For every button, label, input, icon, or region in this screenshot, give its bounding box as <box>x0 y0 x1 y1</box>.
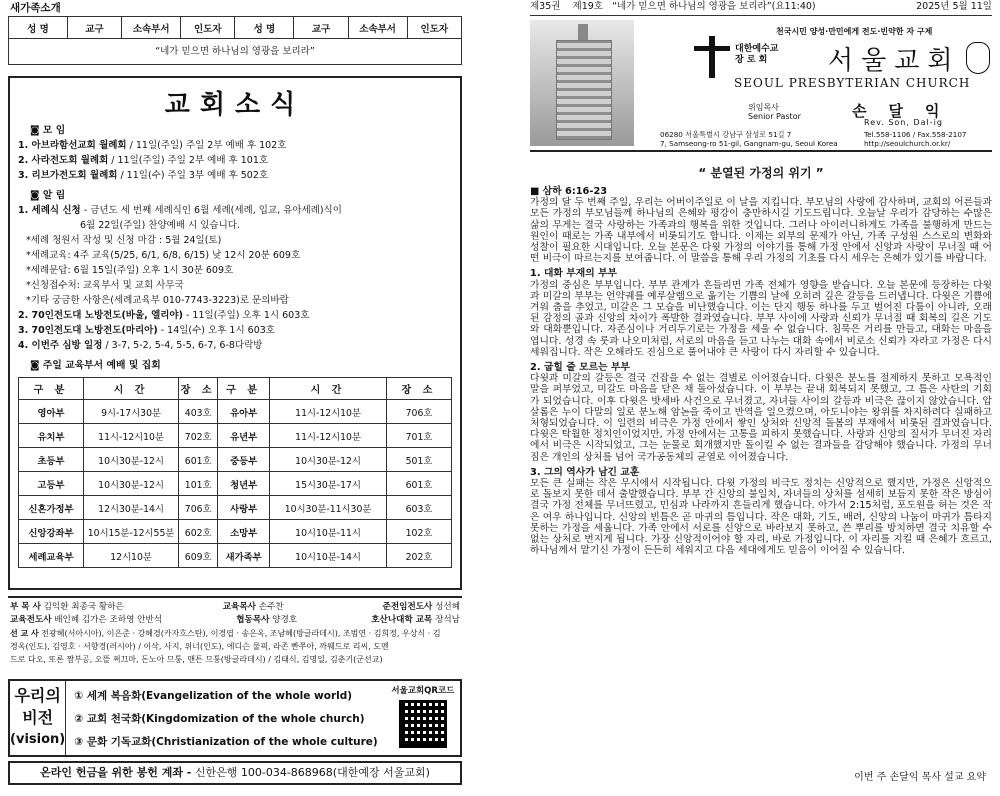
table-cell: 603호 <box>387 496 452 520</box>
church-seal-icon <box>966 42 990 74</box>
table-cell: 601호 <box>387 472 452 496</box>
vision-item: ③ 문화 기독교화(Christianization of the whole culture) <box>74 736 378 748</box>
issue-volume: 제35권 <box>530 1 561 12</box>
family-motto: “네가 믿으면 하나님의 영광을 보리라” <box>8 39 462 65</box>
table-row <box>19 448 452 472</box>
list-item: 3. 리브가전도회 월례회 / 11일(수) 주일 3부 예배 후 502호 <box>18 170 269 181</box>
missionaries-line: 경옥(인도), 김영호 · 서향경(러시아) / 이삭, 사지, 위너(인도), 에디슨 물픽, 라존 빤쭈아, 까웨드로 리씨, 도멘 <box>10 642 389 651</box>
table-row <box>19 472 452 496</box>
table-cell: 유치부 <box>19 424 84 448</box>
new-family-heading: 새가족소개 <box>10 2 61 14</box>
table-cell: 202호 <box>387 544 452 568</box>
denomination: 대한예수교 장 로 회 <box>735 44 779 65</box>
table-cell: 12시30분-14시 <box>83 496 178 520</box>
issue-bar <box>530 0 992 16</box>
meetings-heading: ◙ 모 임 <box>30 125 66 136</box>
table-cell: 영아부 <box>19 400 84 424</box>
table-cell: 15시30분-17시 <box>270 472 387 496</box>
issue-number: 제19호 <box>572 1 603 12</box>
table-cell: 11시-12시10분 <box>270 400 387 424</box>
missionaries-line: 드로 다오, 또론 짬부공, 오뜰 쩌끄마, 돈노아 므퉁, 맨튼 므퉁(방글라데시) / 김태식, 김명일, 김춘기(군선교) <box>10 655 383 664</box>
table-cell: 유아부 <box>218 400 270 424</box>
table-header: 장 소 <box>179 378 218 400</box>
church-slogan: 천국시민 양성·만민에게 전도·빈약한 자 구제 <box>776 27 933 36</box>
list-item: *신청접수처: 교육부서 및 교회 사무국 <box>26 280 184 291</box>
table-cell: 청년부 <box>218 472 270 496</box>
table-row <box>19 400 452 424</box>
family-header: 성 명 <box>9 17 68 39</box>
table-cell: 초등부 <box>19 448 84 472</box>
qr-label: 서울교회QR코드 <box>391 686 455 696</box>
table-cell: 10시10분-11시 <box>270 520 387 544</box>
education-schedule-table <box>18 377 452 568</box>
table-cell: 10시10분-14시 <box>270 544 387 568</box>
vision-box <box>8 679 462 757</box>
table-cell: 고등부 <box>19 472 84 496</box>
issue-verse: “네가 믿으면 하나님의 영광을 보리라”(요11:40) <box>612 1 816 12</box>
table-cell: 501호 <box>387 448 452 472</box>
family-header: 교구 <box>67 17 121 39</box>
sermon-body <box>530 186 992 557</box>
list-item: *세례문답: 6월 15일(주일) 오후 1시 30분 609호 <box>26 265 234 276</box>
education-heading: ◙ 주일 교육부서 예배 및 집회 <box>30 360 161 371</box>
sermon-section-heading: 2. 굽힐 줄 모르는 부부 <box>530 362 630 374</box>
notice-heading: ◙ 알 림 <box>30 190 66 201</box>
table-row <box>19 424 452 448</box>
family-header: 소속부서 <box>348 17 407 39</box>
table-cell: 706호 <box>179 496 218 520</box>
vision-item: ② 교회 천국화(Kingdomization of the whole church) <box>74 713 365 725</box>
table-cell: 유년부 <box>218 424 270 448</box>
table-cell: 403호 <box>179 400 218 424</box>
list-item: 3. 70인전도대 노방전도(마리아) - 14일(수) 오후 1시 603호 <box>18 325 275 336</box>
table-cell: 10시30분-12시 <box>83 472 178 496</box>
table-header: 구 분 <box>218 378 270 400</box>
list-item: *기타 궁금한 사항은(세례교육부 010-7743-3223)로 문의바람 <box>26 295 289 306</box>
table-header: 장 소 <box>387 378 452 400</box>
table-cell: 10시30분-11시30분 <box>270 496 387 520</box>
church-name: 서울교회 <box>828 46 961 76</box>
table-cell: 101호 <box>179 472 218 496</box>
sermon-section-heading: 3. 그의 역사가 남긴 교훈 <box>530 466 640 478</box>
qr-block <box>386 681 460 755</box>
church-contact: Tel.558-1106 / Fax.558-2107 http://seoulchurch.or.kr/ <box>864 130 967 148</box>
list-item: 1. 세례식 신청 - 금년도 세 번째 세례식인 6월 세례(세례, 입교, 유아세례)식이 <box>18 205 342 216</box>
table-cell: 10시30분-12시 <box>270 448 387 472</box>
table-cell: 601호 <box>179 448 218 472</box>
sermon-paragraph: 가정의 중심은 부부입니다. 부부 관계가 흔들리면 가족 전체가 영향을 받습니다. 오늘 본문에 등장하는 다윗과 미갈의 부부는 언약궤를 예루살렘으로 옮기는 기쁨의 날에 오히려 깊은 갈등을 드러냅니다. 다윗은 기쁨에 겨워 춤을 추었고, 미갈은 그 모습을 비난했습니다. 이는 단지 행동 하나를 두고 벌어진 다툼이 아니라, 오래된 감정의 골과 신앙의 차이가 폭발한 결과였습니다. 부부 사이에 사랑과 신뢰가 무너질 때 회복의 길은 기도와 대화뿐입니다. 자존심이나 거리두기로는 가정을 세울 수 없습니다. 침묵은 거리를 만들고, 대화는 마음을 엽니다. 성경 속 룻과 나오미처럼, 서로의 마음을 듣고 나누는 대화 속에서 비로소 신뢰가 자라고 가정은 다시 세워집니다. 작은 오해라도 진심으로 풀어내야 큰 사랑이 다시 자리할 수 있습니다. <box>530 279 992 358</box>
sermon-paragraph: 다윗과 미갈의 갈등은 결국 건잡을 수 없는 결별로 이어졌습니다. 다윗은 분노를 절제하지 못하고 모욕적인 말을 퍼부었고, 미갈도 마음을 닫은 채 돌아섰습니다. 이 부부는 끝내 회복되지 못했고, 그 틈은 사탄의 기회가 되었습니다. 이후 다윗은 밧세바 사건으로 무너졌고, 자녀들 사이의 갈등과 비극은 끊이지 않았습니다. 압살롬은 누이 다말의 일로 분노해 암논을 죽이고 반역을 일으켰으며, 아도니야는 왕위를 차지하려다 실패하고 처형되었습니다. 이 일련의 비극은 가정 안에서 쌓인 상처와 신앙적 돌봄의 부재에서 비롯된 결과였습니다. 다윗은 탁월한 정치인이었지만, 가정 안에서는 고통을 피하지 못했습니다. 사랑과 신앙의 질서가 무너진 자리에서 비극은 시작되었고, 그는 눈물로 회개했지만 돌이킬 수 없는 결과들을 감당해야 했습니다. 가정의 무너짐은 개인의 상처를 넘어 국가공동체의 균열로 이어졌습니다. <box>530 373 992 463</box>
vision-item: ① 세계 복음화(Evangelization of the whole world) <box>74 690 353 702</box>
table-cell: 10시15분-12시55분 <box>83 520 178 544</box>
table-cell: 602호 <box>179 520 218 544</box>
table-row <box>19 544 452 568</box>
right-page <box>530 0 992 796</box>
table-cell: 11시-12시10분 <box>83 424 178 448</box>
table-cell: 609호 <box>179 544 218 568</box>
list-item: 1. 아브라함선교회 월례회 / 11일(주일) 주일 2부 예배 후 102호 <box>18 140 287 151</box>
qr-code-icon[interactable] <box>399 700 447 748</box>
staff-row: 교육전도사 배인혜 김가은 조하영 안반석 협동목사 양경호 호산나대학 교목 장석남 <box>10 615 460 625</box>
list-item: 4. 이번주 심방 일정 / 3-7, 5-2, 5-4, 5-5, 6-7, 6-8다락방 <box>18 340 263 351</box>
sermon-signoff: 이번 주 손달익 목사 설교 요약 <box>854 772 986 783</box>
family-header: 성 명 <box>235 17 294 39</box>
family-header: 교구 <box>294 17 348 39</box>
list-item: 2. 사라전도회 월례회 / 11일(주일) 주일 2부 예배 후 101호 <box>18 155 269 166</box>
list-item: *세례 청원서 작성 및 신청 마감 : 5월 24일(토) <box>26 235 222 246</box>
table-cell: 701호 <box>387 424 452 448</box>
table-cell: 702호 <box>179 424 218 448</box>
table-cell: 9시-17시30분 <box>83 400 178 424</box>
table-cell: 신혼가정부 <box>19 496 84 520</box>
pastor-title: 위임목사 <box>748 103 779 112</box>
table-row <box>19 496 452 520</box>
issue-date: 2025년 5월 11일 <box>916 1 992 12</box>
table-cell: 세례교육부 <box>19 544 84 568</box>
table-cell: 11시-12시10분 <box>270 424 387 448</box>
table-cell: 102호 <box>387 520 452 544</box>
church-news-box <box>8 76 462 590</box>
new-family-table <box>8 16 462 39</box>
vision-label: 우리의 비전 (vision) <box>10 681 66 755</box>
table-header: 시 간 <box>270 378 387 400</box>
church-address: 06280 서울특별시 강남구 삼성로 51길 7 7, Samseong-ro 51-gil, Gangnam-gu, Seoul Korea <box>660 130 838 148</box>
sermon-section-heading: 1. 대화 부재의 부부 <box>530 268 618 280</box>
table-cell: 소망부 <box>218 520 270 544</box>
scripture-reference: ■ 삼하 6:16-23 <box>530 186 608 197</box>
church-news-title: 교회소식 <box>164 90 306 120</box>
table-header: 시 간 <box>83 378 178 400</box>
list-item: 2. 70인전도대 노방전도(바울, 엘리야) - 11일(주일) 오후 1시 603호 <box>18 310 310 321</box>
sermon-paragraph: 가정의 달 두 번째 주일, 우리는 어버이주일로 이 날을 지킵니다. 부모님의 사랑에 감사하며, 교회의 어른들과 모든 가정의 부모님들께 하나님의 은혜와 평강이 충만하시길 기도드립니다. 오늘날 우리가 감당하는 수많은 삶의 무게는 결국 사랑하는 가족과의 행복을 위한 것입니다. 그러나 아이러니하게도 가족을 불행하게 만드는 원인이 때로는 가족 내부에서 비롯되기도 합니다. 이제는 외부의 문제가 아닌, 가족 구성원 스스로의 변화와 성찰이 필요한 시대입니다. 오늘 본문은 다윗 가정의 이야기를 통해 가정 안에서 신앙과 사랑이 무너질 때 어떤 비극이 따르는지를 보여줍니다. 이 말씀을 통해 우리 가정의 기초를 다시 세우는 은혜가 있기를 바랍니다. <box>530 197 992 265</box>
table-cell: 706호 <box>387 400 452 424</box>
staff-row: 부 목 사 김익환 최종국 황하은 교육목사 손주찬 준전임전도사 성선혜 <box>10 602 460 612</box>
family-header: 인도자 <box>181 17 235 39</box>
pastor-title-english: Senior Pastor <box>748 112 801 121</box>
table-cell: 중등부 <box>218 448 270 472</box>
list-item: *세례교육: 4주 교육(5/25, 6/1, 6/8, 6/15) 낮 12시 20분 609호 <box>26 250 301 261</box>
sermon-title: “ 분열된 가정의 위기 ” <box>698 166 824 180</box>
table-cell: 12시10분 <box>83 544 178 568</box>
church-masthead <box>530 16 992 152</box>
cross-logo-icon <box>694 36 730 78</box>
table-cell: 신앙강좌부 <box>19 520 84 544</box>
sermon-paragraph: 모든 큰 실패는 작은 무시에서 시작됩니다. 다윗 가정의 비극도 정치는 신앙적으로 했지만, 가정은 신앙적으로 돌보지 못한 데서 출발했습니다. 부부 간 신앙의 불일치, 자녀들의 상처를 섬세히 보듬지 못한 작은 방심이 결국 가정 전체를 무너뜨렸고, 민심과 나라까지 흔들리게 했습니다. 아가서 2:15처럼, 포도원을 허는 것은 작은 여우 하나입니다. 신앙의 빈틈은 곧 마귀의 틈입니다. 작은 대화, 기도, 배려, 신앙의 나눔이 마귀가 틈타지 못하는 가정을 세웁니다. 가족 안에서 서로를 신앙으로 바라보지 못하고, 쓴 뿌리를 방치하면 결국 치유할 수 없는 상처로 번지게 됩니다. 가장 신앙적이어야 할 자리, 바로 가정입니다. 이 자리를 지킬 때 은혜가 흐르고, 하나님께서 맡기신 가정이 든든히 세워지고 다음 세대에게도 믿음이 이어질 수 있습니다. <box>530 478 992 557</box>
missionaries-line: 선 교 사 전광혜(서아시아), 이은준 · 강혜경(카자흐스탄), 이경엽 · 송은옥, 조남혜(방글라데시), 조범연 · 김희정, 우상식 · 김 <box>10 629 441 638</box>
pastor-name-english: Rev. Son, Dal-ig <box>864 118 943 127</box>
church-building-photo <box>530 20 634 146</box>
list-item: 6월 22일(주일) 찬양예배 시 있습니다. <box>80 220 240 231</box>
left-page <box>8 0 462 796</box>
table-row <box>19 520 452 544</box>
table-header: 구 분 <box>19 378 84 400</box>
table-cell: 새가족부 <box>218 544 270 568</box>
staff-list <box>8 596 462 669</box>
offering-account: 온라인 헌금을 위한 봉헌 계좌 - 신한은행 100-034-868968(대한예장 서울교회) <box>8 761 462 785</box>
family-header: 소속부서 <box>122 17 181 39</box>
pastor-name: 손달익 <box>852 102 962 120</box>
table-cell: 사랑부 <box>218 496 270 520</box>
church-name-english: SEOUL PRESBYTERIAN CHURCH <box>734 76 971 90</box>
family-header: 인도자 <box>407 17 461 39</box>
table-cell: 10시30분-12시 <box>83 448 178 472</box>
